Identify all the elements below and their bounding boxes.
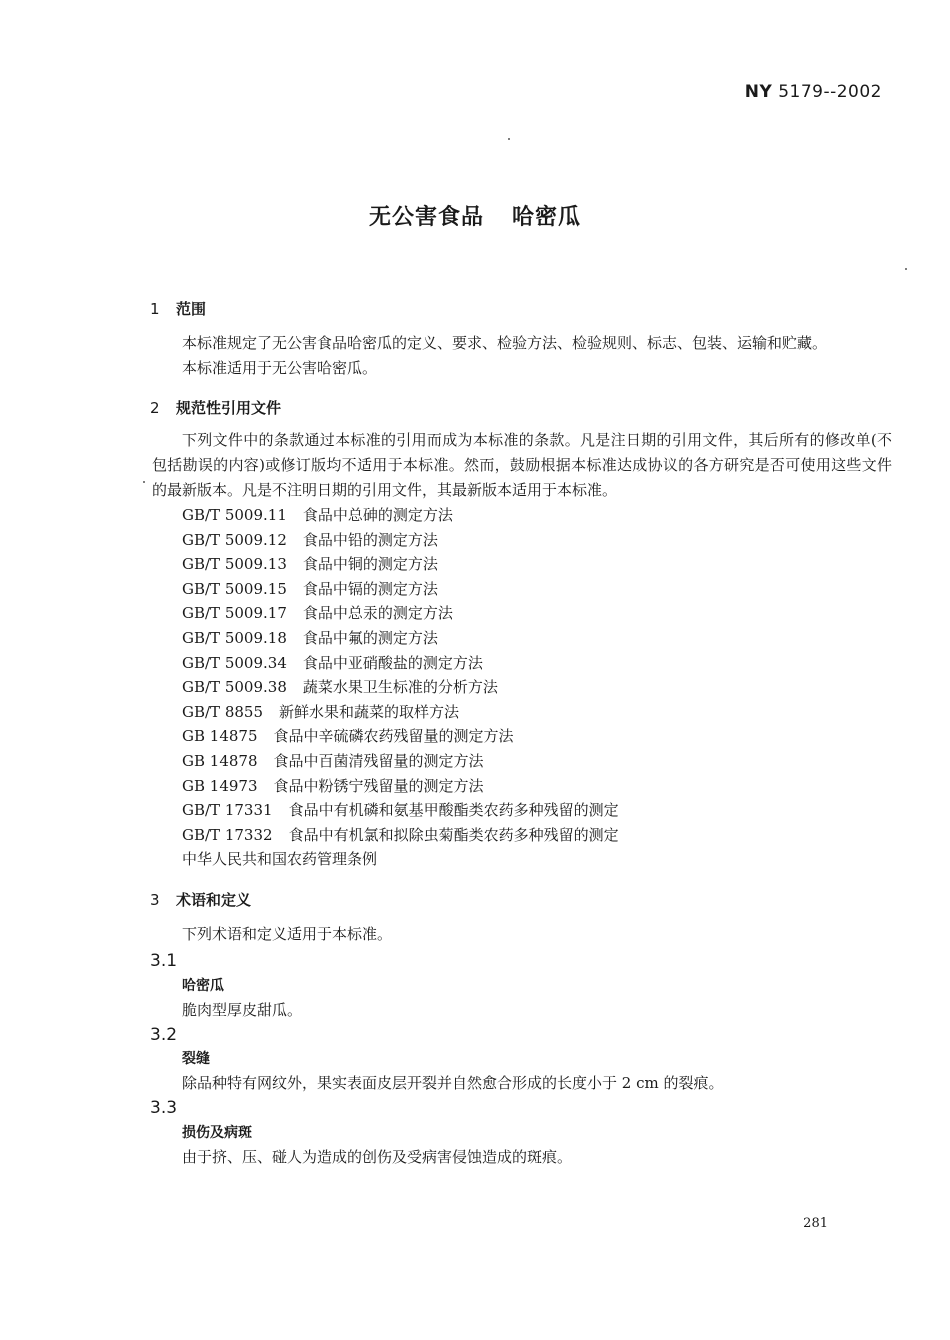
reference-item — [182, 528, 619, 553]
term-name: 哈密瓜 — [182, 978, 224, 994]
section-1-heading — [150, 298, 206, 319]
reference-title: 食品中百菌清残留量的测定方法 — [273, 751, 484, 770]
reference-item — [182, 552, 619, 577]
reference-code: GB/T 5009.11 — [182, 506, 287, 524]
section-3-intro: 下列术语和定义适用于本标准。 — [182, 925, 393, 943]
reference-title: 蔬菜水果卫生标准的分析方法 — [302, 678, 498, 697]
reference-item — [182, 823, 619, 848]
reference-title: 食品中铅的测定方法 — [302, 530, 438, 549]
reference-title: 食品中铜的测定方法 — [302, 555, 438, 574]
reference-title: 食品中有机氯和拟除虫菊酯类农药多种残留的测定 — [288, 825, 619, 844]
reference-item-regulation: 中华人民共和国农药管理条例 — [182, 850, 378, 869]
scan-speck — [143, 481, 145, 483]
reference-title: 食品中辛硫磷农药残留量的测定方法 — [273, 727, 514, 746]
reference-code: GB/T 5009.34 — [182, 653, 287, 672]
reference-code: GB/T 5009.38 — [182, 678, 287, 697]
reference-item — [182, 700, 619, 725]
term-number: 3.1 — [150, 951, 178, 971]
reference-code: GB/T 5009.18 — [182, 628, 287, 647]
section-title: 规范性引用文件 — [176, 399, 282, 417]
reference-code: GB/T 5009.12 — [182, 530, 287, 549]
reference-code: GB 14875 — [182, 727, 258, 746]
reference-item — [182, 601, 619, 626]
reference-code: GB/T 17331 — [182, 801, 273, 820]
term-definition: 由于挤、压、碰人为造成的创伤及受病害侵蚀造成的斑痕。 — [182, 1148, 573, 1166]
reference-code: GB/T 17332 — [182, 825, 273, 844]
term-number: 3.3 — [150, 1098, 178, 1118]
reference-code: GB/T 5009.17 — [182, 604, 287, 623]
term-definition: 除品种特有网纹外，果实表面皮层开裂并自然愈合形成的长度小于 2 cm 的裂痕。 — [182, 1074, 724, 1092]
section-2-heading — [150, 397, 281, 418]
reference-code: GB/T 8855 — [182, 702, 264, 721]
section-1-paragraph-1: 本标准规定了无公害食品哈密瓜的定义、要求、检验方法、检验规则、标志、包装、运输和贮藏。 — [182, 334, 828, 352]
term-name: 裂缝 — [182, 1051, 210, 1067]
reference-item — [182, 503, 619, 528]
page-number: 281 — [803, 1216, 828, 1231]
section-3-heading — [150, 889, 251, 910]
reference-item — [182, 577, 619, 602]
reference-code: GB/T 5009.13 — [182, 555, 287, 574]
scan-speck — [508, 138, 510, 140]
term-number: 3.2 — [150, 1025, 178, 1045]
reference-title: 食品中有机磷和氨基甲酸酯类农药多种残留的测定 — [288, 801, 619, 820]
reference-item — [182, 798, 619, 823]
term-name: 损伤及病斑 — [182, 1125, 252, 1141]
section-2-intro: 下列文件中的条款通过本标准的引用而成为本标准的条款。凡是注日期的引用文件，其后所有的修改单(不包括勘误的内容)或修订版均不适用于本标准。然而，鼓励根据本标准达成协议的各方研究是否可使用这些文件的最新版本。凡是不注明日期的引用文件，其最新版本适用于本标准。 — [152, 431, 892, 499]
reference-title: 食品中氟的测定方法 — [302, 628, 438, 647]
section-1-paragraph-2: 本标准适用于无公害哈密瓜。 — [182, 359, 378, 377]
reference-code: GB 14973 — [182, 776, 258, 795]
reference-code: GB/T 5009.15 — [182, 579, 287, 598]
term-definition: 脆肉型厚皮甜瓜。 — [182, 1001, 303, 1019]
section-number: 1 — [150, 300, 160, 318]
reference-item — [182, 774, 619, 799]
reference-title: 食品中粉锈宁残留量的测定方法 — [273, 776, 484, 795]
title-part-2: 哈密瓜 — [512, 205, 582, 230]
reference-item — [182, 651, 619, 676]
standard-number: 5179--2002 — [778, 82, 882, 102]
title-part-1: 无公害食品 — [368, 205, 484, 230]
standard-prefix: NY — [744, 82, 773, 102]
scan-speck — [905, 268, 907, 270]
reference-code: GB 14878 — [182, 751, 258, 770]
standard-code — [745, 82, 882, 102]
reference-title: 食品中总砷的测定方法 — [302, 506, 453, 524]
section-title: 术语和定义 — [176, 891, 252, 909]
document-title — [0, 200, 950, 231]
reference-title: 食品中总汞的测定方法 — [302, 604, 453, 623]
section-number: 2 — [150, 399, 160, 417]
section-title: 范围 — [176, 300, 207, 318]
reference-item — [182, 724, 619, 749]
reference-item — [182, 749, 619, 774]
reference-title: 食品中镉的测定方法 — [302, 579, 438, 598]
reference-title: 食品中亚硝酸盐的测定方法 — [302, 653, 483, 672]
section-number: 3 — [150, 891, 160, 909]
reference-item — [182, 626, 619, 651]
reference-list — [182, 503, 619, 872]
reference-item — [182, 675, 619, 700]
reference-title: 新鲜水果和蔬菜的取样方法 — [279, 702, 460, 721]
